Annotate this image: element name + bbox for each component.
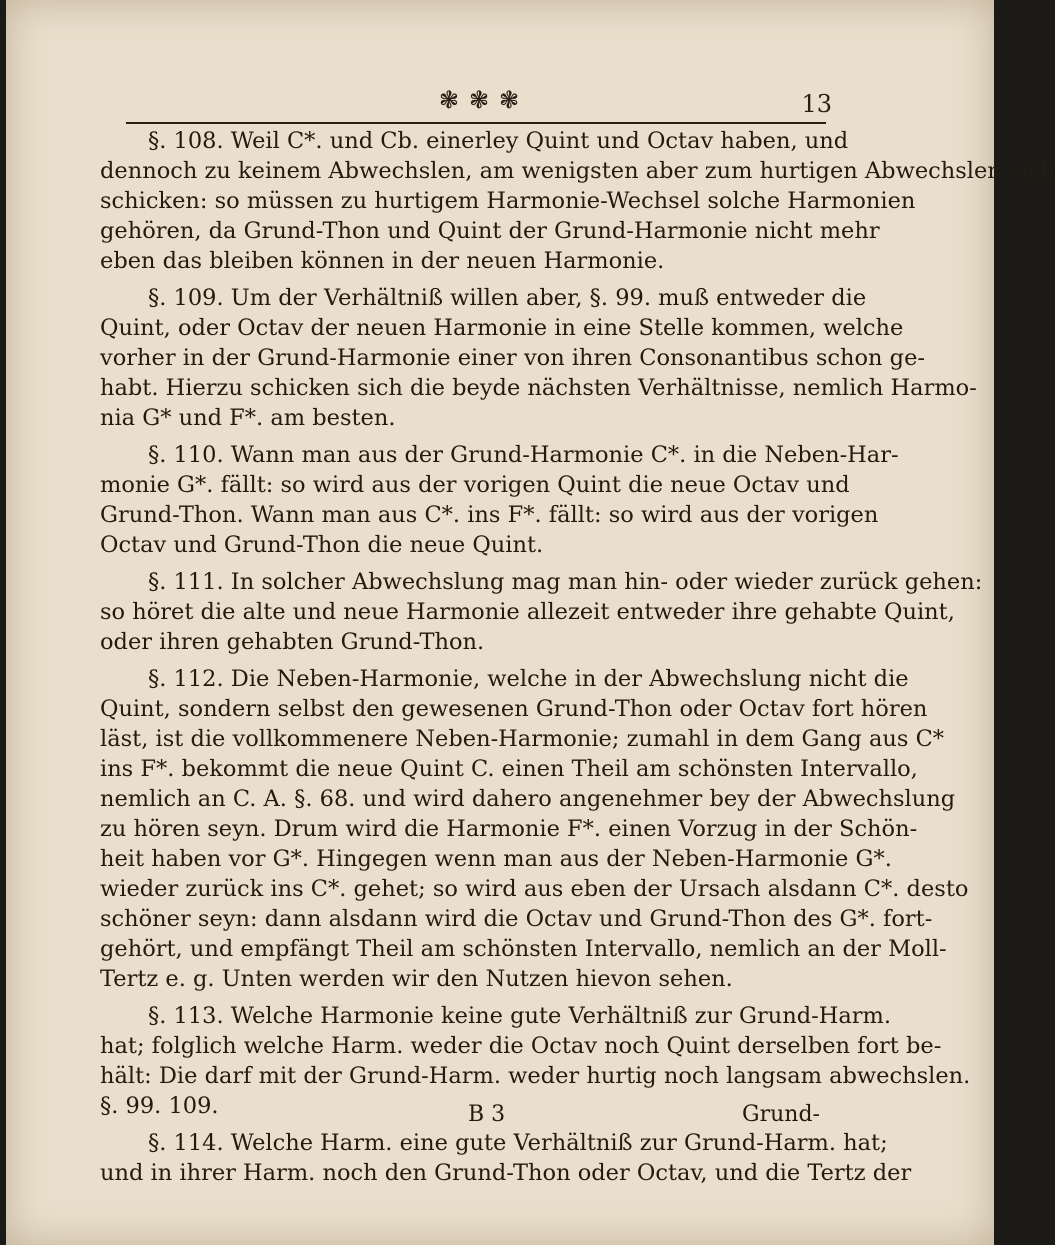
text-line: gehört, und empfängt Theil am schönsten Intervallo, nemlich an der Moll-	[100, 936, 947, 962]
text-line: ins F*. bekommt die neue Quint C. einen Theil am schönsten Intervallo,	[100, 756, 918, 782]
text-line: hat; folglich welche Harm. weder die Octav noch Quint derselben fort be-	[100, 1033, 942, 1059]
text-line: oder ihren gehabten Grund-Thon.	[100, 629, 485, 655]
text-line: §. 110. Wann man aus der Grund-Harmonie C*. in die Neben-Har-	[148, 442, 899, 468]
page-header	[126, 86, 838, 116]
page-number: 13	[801, 90, 832, 118]
text-line: vorher in der Grund-Harmonie einer von ihren Consonantibus schon ge-	[100, 345, 925, 371]
text-line: so höret die alte und neue Harmonie allezeit entweder ihre gehabte Quint,	[100, 599, 955, 625]
text-line: monie G*. fällt: so wird aus der vorigen Quint die neue Octav und	[100, 472, 850, 498]
text-line: Quint, sondern selbst den gewesenen Grund-Thon oder Octav fort hören	[100, 696, 928, 722]
text-line: und in ihrer Harm. noch den Grund-Thon oder Octav, und die Tertz der	[100, 1160, 912, 1186]
text-line: nemlich an C. A. §. 68. und wird dahero angenehmer bey der Abwechslung	[100, 786, 956, 812]
text-line: §. 111. In solcher Abwechslung mag man hin- oder wieder zurück gehen:	[148, 569, 983, 595]
catchword: Grund-	[742, 1102, 820, 1127]
text-line: wieder zurück ins C*. gehet; so wird aus eben der Ursach alsdann C*. desto	[100, 876, 969, 902]
text-line: dennoch zu keinem Abwechslen, am wenigsten aber zum hurtigen Abwechslen sich	[100, 158, 1055, 184]
text-line: Quint, oder Octav der neuen Harmonie in eine Stelle kommen, welche	[100, 315, 904, 341]
text-line: §. 113. Welche Harmonie keine gute Verhältniß zur Grund-Harm.	[148, 1003, 892, 1029]
text-line: §. 112. Die Neben-Harmonie, welche in der Abwechslung nicht die	[148, 666, 909, 692]
text-line: §. 109. Um der Verhältniß willen aber, §. 99. muß entweder die	[148, 285, 867, 311]
text-line: hält: Die darf mit der Grund-Harm. weder hurtig noch langsam abwechslen.	[100, 1063, 971, 1089]
page-footer	[100, 1102, 830, 1136]
header-rule	[126, 122, 826, 124]
text-line: Tertz e. g. Unten werden wir den Nutzen hievon sehen.	[100, 966, 733, 992]
text-line: eben das bleiben können in der neuen Harmonie.	[100, 248, 665, 274]
text-body	[100, 126, 1055, 1188]
text-line: schöner seyn: dann alsdann wird die Octav und Grund-Thon des G*. fort-	[100, 906, 933, 932]
text-line: zu hören seyn. Drum wird die Harmonie F*. einen Vorzug in der Schön-	[100, 816, 918, 842]
text-line: habt. Hierzu schicken sich die beyde nächsten Verhältnisse, nemlich Harmo-	[100, 375, 977, 401]
text-line: gehören, da Grund-Thon und Quint der Grund-Harmonie nicht mehr	[100, 218, 880, 244]
text-line: Octav und Grund-Thon die neue Quint.	[100, 532, 544, 558]
signature-mark: B 3	[468, 1102, 506, 1127]
header-ornament: ❃❃❃	[438, 86, 530, 114]
text-line: Grund-Thon. Wann man aus C*. ins F*. fällt: so wird aus der vorigen	[100, 502, 879, 528]
text-line: läst, ist die vollkommenere Neben-Harmonie; zumahl in dem Gang aus C*	[100, 726, 945, 752]
text-line: heit haben vor G*. Hingegen wenn man aus der Neben-Harmonie G*.	[100, 846, 892, 872]
text-line: schicken: so müssen zu hurtigem Harmonie-Wechsel solche Harmonien	[100, 188, 916, 214]
text-line: nia G* und F*. am besten.	[100, 405, 396, 431]
text-line: §. 114. Welche Harm. eine gute Verhältniß zur Grund-Harm. hat;	[148, 1130, 888, 1156]
text-line: §. 108. Weil C*. und Cb. einerley Quint und Octav haben, und	[148, 128, 849, 154]
text-line: §. 99. 109.	[100, 1093, 219, 1119]
